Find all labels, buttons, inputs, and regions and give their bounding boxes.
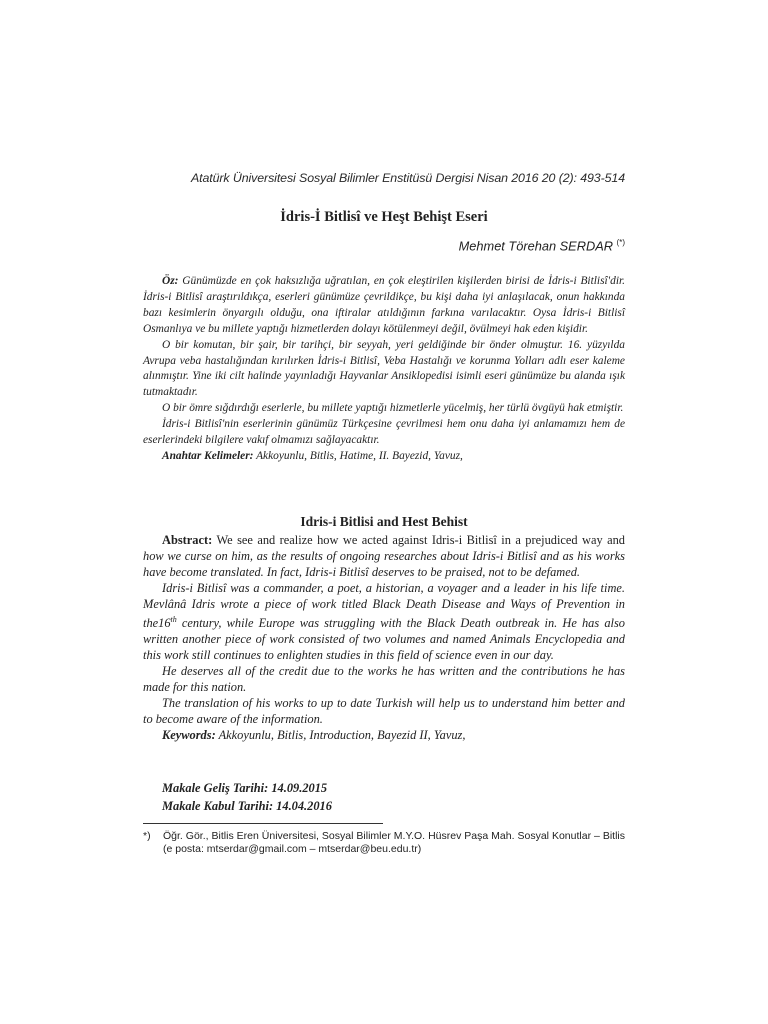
abstract-english bbox=[143, 532, 625, 743]
abstract-paragraph-2: Idris-i Bitlisî was a commander, a poet, a historian, a voyager and a leader in his life time. Mevlânâ Idris wrote a piece of work titled Black Death Disease and Ways of Prevention in the16th century, while Europe was struggling with the Black Death outbreak in. He has also written another piece of work consisted of two volumes and named Animals Encyclopedia and this work still continues to enlighten studies in this field of science even in our day. bbox=[143, 581, 625, 663]
footnote-divider bbox=[143, 823, 383, 824]
abstract-paragraph-1: Abstract: We see and realize how we acted against Idris-i Bitlisî in a prejudiced way and how we curse on him, as the results of ongoing researches about Idris-i Bitlisî and as his works have become translated. In fact, Idris-i Bitlisî deserves to be praised, not to be defamed. bbox=[143, 533, 625, 579]
abstract-paragraph-4: The translation of his works to up to date Turkish will help us to understand him better and to become aware of the information. bbox=[143, 696, 625, 727]
oz-paragraph-3: O bir ömre sığdırdığı eserlerle, bu millete yaptığı hizmetlerle yücelmiş, her türlü övgüyü hak etmiştir. bbox=[162, 402, 624, 415]
author-name: Mehmet Törehan SERDAR bbox=[458, 238, 613, 254]
received-date: Makale Geliş Tarihi: 14.09.2015 bbox=[162, 781, 328, 795]
abstract-paragraph-3: He deserves all of the credit due to the works he has written and the contributions he has made for this nation. bbox=[143, 664, 625, 695]
oz-paragraph-2: O bir komutan, bir şair, bir tarihçi, bir seyyah, yeri geldiğinde bir önder olmuştur. 16. yüzyılda Avrupa veba hastalığından kırılırken İdris-i Bitlisî, Veba Hastalığı ve korunma Yolları adlı eser kaleme alınmıştır. Yine iki cilt halinde yayınladığı Hayvanlar Ansiklopedisi isimli eseri günümüze bu alanda ışık tutmaktadır. bbox=[143, 338, 625, 399]
abstract-keywords: Keywords: Akkoyunlu, Bitlis, Introduction, Bayezid II, Yavuz, bbox=[162, 728, 466, 743]
title-english: Idris-i Bitlisi and Hest Behist bbox=[300, 514, 468, 529]
journal-header: Atatürk Üniversitesi Sosyal Bilimler Enstitüsü Dergisi Nisan 2016 20 (2): 493-514 bbox=[190, 171, 625, 185]
title-turkish: İdris-İ Bitlisî ve Heşt Behişt Eseri bbox=[280, 209, 488, 225]
footnote bbox=[143, 830, 625, 856]
oz-keywords: Anahtar Kelimeler: Akkoyunlu, Bitlis, Hatime, II. Bayezid, Yavuz, bbox=[162, 449, 463, 462]
oz-paragraph-4: İdris-i Bitlisî'nin eserlerinin günümüz Türkçesine çevrilmesi hem onu daha iyi anlamamızı hem de eserlerindeki bilgilere vakıf olmamızı sağlayacaktır. bbox=[143, 418, 625, 447]
author bbox=[143, 238, 625, 253]
article-dates bbox=[162, 779, 332, 815]
oz-label: Öz: bbox=[162, 275, 179, 287]
abstract-label: Abstract: bbox=[162, 533, 213, 547]
oz-paragraph-1: Öz: Günümüzde en çok haksızlığa uğratılan, en çok eleştirilen kişilerden birisi de İdris-i Bitlisî'dir. İdris-i Bitlisî araştırıldıkça, eserleri günümüze çevrildikçe, bu kişi daha iyi anlaşılacak, onun hakkında bazı kesimlerin önyargılı olduğu, ona iftiralar atıldığının farkına varılacaktır. Oysa İdris-i Bitlisî Osmanlıya ve bu millete yaptığı hizmetlerden dolayı kötülenmeyi değil, övülmeyi hak eden kişidir. bbox=[143, 275, 625, 335]
author-footnote-mark: (*) bbox=[616, 238, 625, 247]
accepted-date: Makale Kabul Tarihi: 14.04.2016 bbox=[162, 799, 332, 813]
footnote-text: Öğr. Gör., Bitlis Eren Üniversitesi, Sosyal Bilimler M.Y.O. Hüsrev Paşa Mah. Sosyal Konutlar – Bitlis (e posta: mtserdar@gmail.com – mtserdar@beu.edu.tr) bbox=[163, 830, 625, 855]
footnote-mark: *) bbox=[143, 830, 151, 842]
abstract-turkish bbox=[143, 274, 625, 465]
